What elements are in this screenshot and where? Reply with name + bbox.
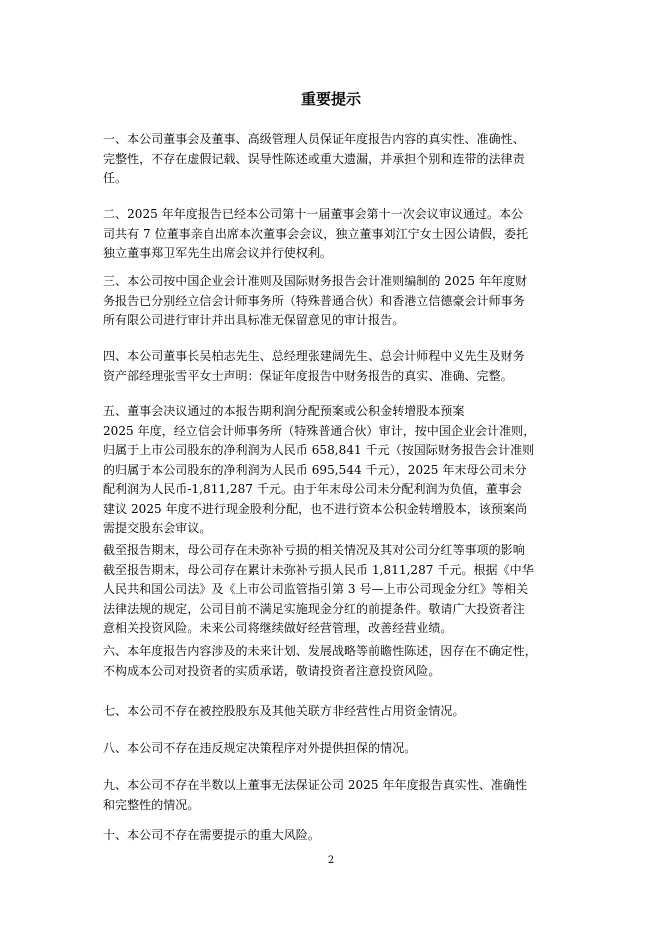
notice-1-line: 一、本公司董事会及董事、高级管理人员保证年度报告内容的真实性、准确性、 (103, 132, 525, 146)
notice-9-line: 和完整性的情况。 (103, 797, 200, 812)
notice-9 (103, 776, 563, 815)
notice-5-line: 五、董事会决议通过的本报告期利润分配预案或公积金转增股本预案 (103, 404, 465, 418)
notice-1 (103, 130, 563, 189)
page-number: 2 (327, 855, 335, 866)
notice-10 (103, 826, 563, 846)
notice-3-line: 三、本公司按中国企业会计准则及国际财务报告会计准则编制的 2025 年年度财 (103, 274, 528, 288)
page-title: 重要提示 (300, 90, 361, 108)
notice-6-line: 六、本年度报告内容涉及的未来计划、发展战略等前瞻性陈述，因存在不确定性， (103, 644, 537, 658)
notice-5-line: 2025 年度，经立信会计师事务所（特殊普通合伙）审计，按中国企业会计准则， (103, 423, 536, 438)
notice-5-line: 的归属于本公司股东的净利润为人民币 695,544 千元），2025 年末母公司未分 (103, 462, 527, 477)
notice-8-line: 八、本公司不存在违反规定决策程序对外提供担保的情况。 (103, 741, 417, 755)
uncovered-loss-line: 截至报告期末，母公司存在累计未弥补亏损人民币 1,811,287 千元。根据《中华 (103, 562, 534, 577)
notice-2 (103, 205, 563, 264)
notice-6 (103, 642, 563, 681)
notice-5-line: 归属于上市公司股东的净利润为人民币 658,841 千元（按国际财务报告会计准则 (103, 443, 535, 457)
notice-3-line: 务报告已分别经立信会计师事务所（特殊普通合伙）和香港立信德豪会计师事务 (103, 293, 525, 308)
notice-4-line: 资产部经理张雪平女士声明：保证年度报告中财务报告的真实、准确、完整。 (103, 368, 513, 383)
notice-7-line: 七、本公司不存在被控股股东及其他关联方非经营性占用资金情况。 (103, 704, 465, 718)
uncovered-loss-line: 截至报告期末，母公司存在未弥补亏损的相关情况及其对公司分红等事项的影响 (103, 543, 525, 557)
uncovered-loss-line: 人民共和国公司法》及《上市公司监管指引第 3 号—上市公司现金分红》等相关 (103, 582, 529, 596)
notice-5-line: 配利润为人民币-1,811,287 千元。由于年末母公司未分配利润为负值，董事会 (103, 482, 522, 496)
uncovered-loss-line: 意相关投资风险。未来公司将继续做好经营管理，改善经营业绩。 (103, 621, 453, 635)
notice-4 (103, 347, 563, 386)
notice-2-line: 独立董事郑卫军先生出席会议并行使权利。 (103, 246, 332, 260)
notice-4-line: 四、本公司董事长吴柏志先生、总经理张建阔先生、总会计师程中义先生及财务 (103, 349, 525, 363)
notice-5-line: 建议 2025 年度不进行现金股利分配，也不进行资本公积金转增股本，该预案尚 (103, 501, 528, 516)
notice-5-line: 需提交股东会审议。 (103, 521, 212, 535)
notice-8 (103, 739, 563, 759)
notice-1-line: 完整性，不存在虚假记载、误导性陈述或重大遗漏，并承担个别和连带的法律责 (103, 151, 525, 166)
notice-3 (103, 272, 563, 331)
uncovered-loss-notice (103, 541, 563, 639)
notice-5-profit-distribution (103, 402, 563, 539)
notice-2-line: 二、2025 年年度报告已经本公司第十一届董事会第十一次会议审议通过。本公 (103, 207, 524, 221)
notice-3-line: 所有限公司进行审计并出具标准无保留意见的审计报告。 (103, 313, 405, 327)
notice-9-line: 九、本公司不存在半数以上董事无法保证公司 2025 年年度报告真实性、准确性 (103, 778, 528, 792)
notice-1-line: 任。 (103, 171, 128, 185)
uncovered-loss-line: 法律法规的规定，公司目前不满足实施现金分红的前提条件。敬请广大投资者注 (103, 601, 525, 616)
notice-10-line: 十、本公司不存在需要提示的重大风险。 (103, 828, 320, 842)
notice-2-line: 司共有 7 位董事亲自出席本次董事会会议，独立董事刘江宁女士因公请假，委托 (103, 226, 529, 241)
notice-6-line: 不构成本公司对投资者的实质承诺，敬请投资者注意投资风险。 (103, 663, 441, 678)
notice-7 (103, 702, 563, 722)
